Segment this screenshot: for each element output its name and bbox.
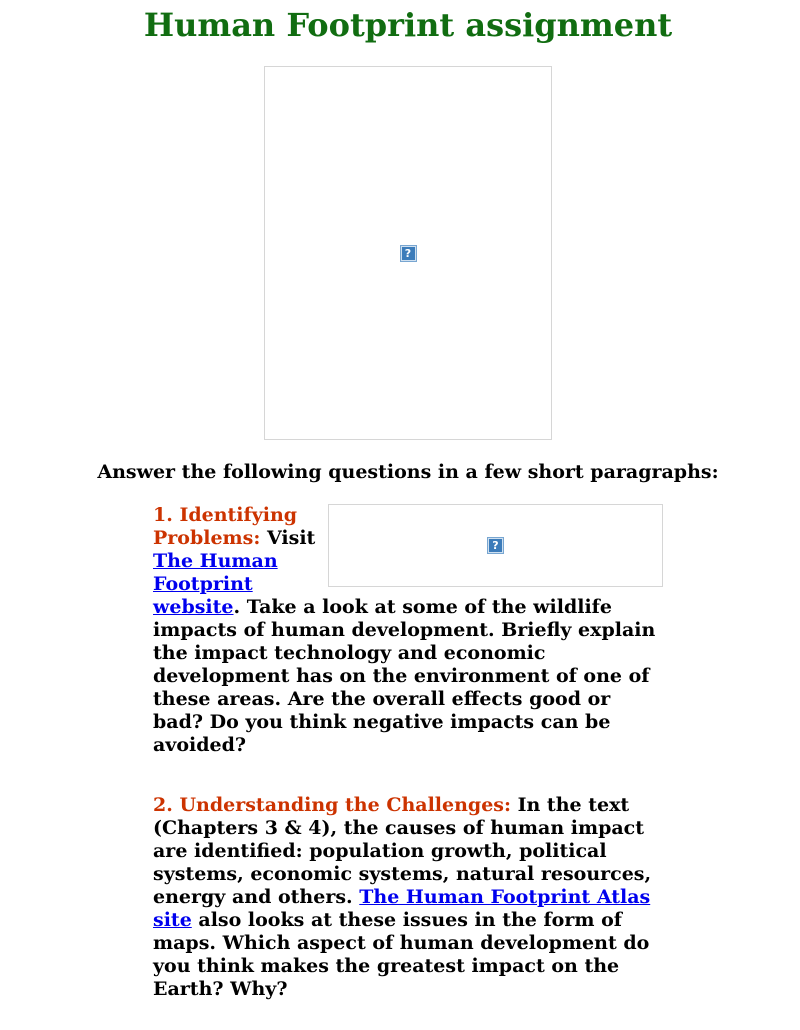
question-1-heading: 1. Identifying Problems: <box>153 504 298 549</box>
question-1-text-before-link: Visit <box>260 527 316 549</box>
instruction-text: Answer the following questions in a few short paragraphs: <box>97 461 719 483</box>
question-1 <box>153 504 663 757</box>
human-footprint-website-link[interactable]: The Human Footprint website <box>153 550 278 618</box>
broken-image-icon: ? <box>487 537 504 554</box>
question-2-text-after-link: also looks at these issues in the form of maps. Which aspect of human development do you think makes the greatest impact on the Earth? Why? <box>153 909 650 1000</box>
question-2 <box>153 794 663 1001</box>
page-title: Human Footprint assignment <box>143 6 673 44</box>
question-2-heading: 2. Understanding the Challenges: <box>153 794 511 816</box>
assignment-image-placeholder <box>264 66 552 440</box>
broken-image-icon: ? <box>400 245 417 262</box>
question-2-text-before-link: In the text (Chapters 3 & 4), the causes of human impact are identified: population growth, political systems, economic systems, natural resources, energy and others. <box>153 794 652 908</box>
questions-section <box>153 504 663 1001</box>
question-1-text-after-link: . Take a look at some of the wildlife impacts of human development. Briefly explain the impact technology and economic development has on the environment of one of these areas. Are the overall effects good or bad? Do you think negative impacts can be avoided? <box>153 596 656 756</box>
human-footprint-atlas-site-link[interactable]: The Human Footprint Atlas site <box>153 886 651 931</box>
question1-image-placeholder <box>328 504 663 587</box>
page-content <box>0 6 800 1001</box>
